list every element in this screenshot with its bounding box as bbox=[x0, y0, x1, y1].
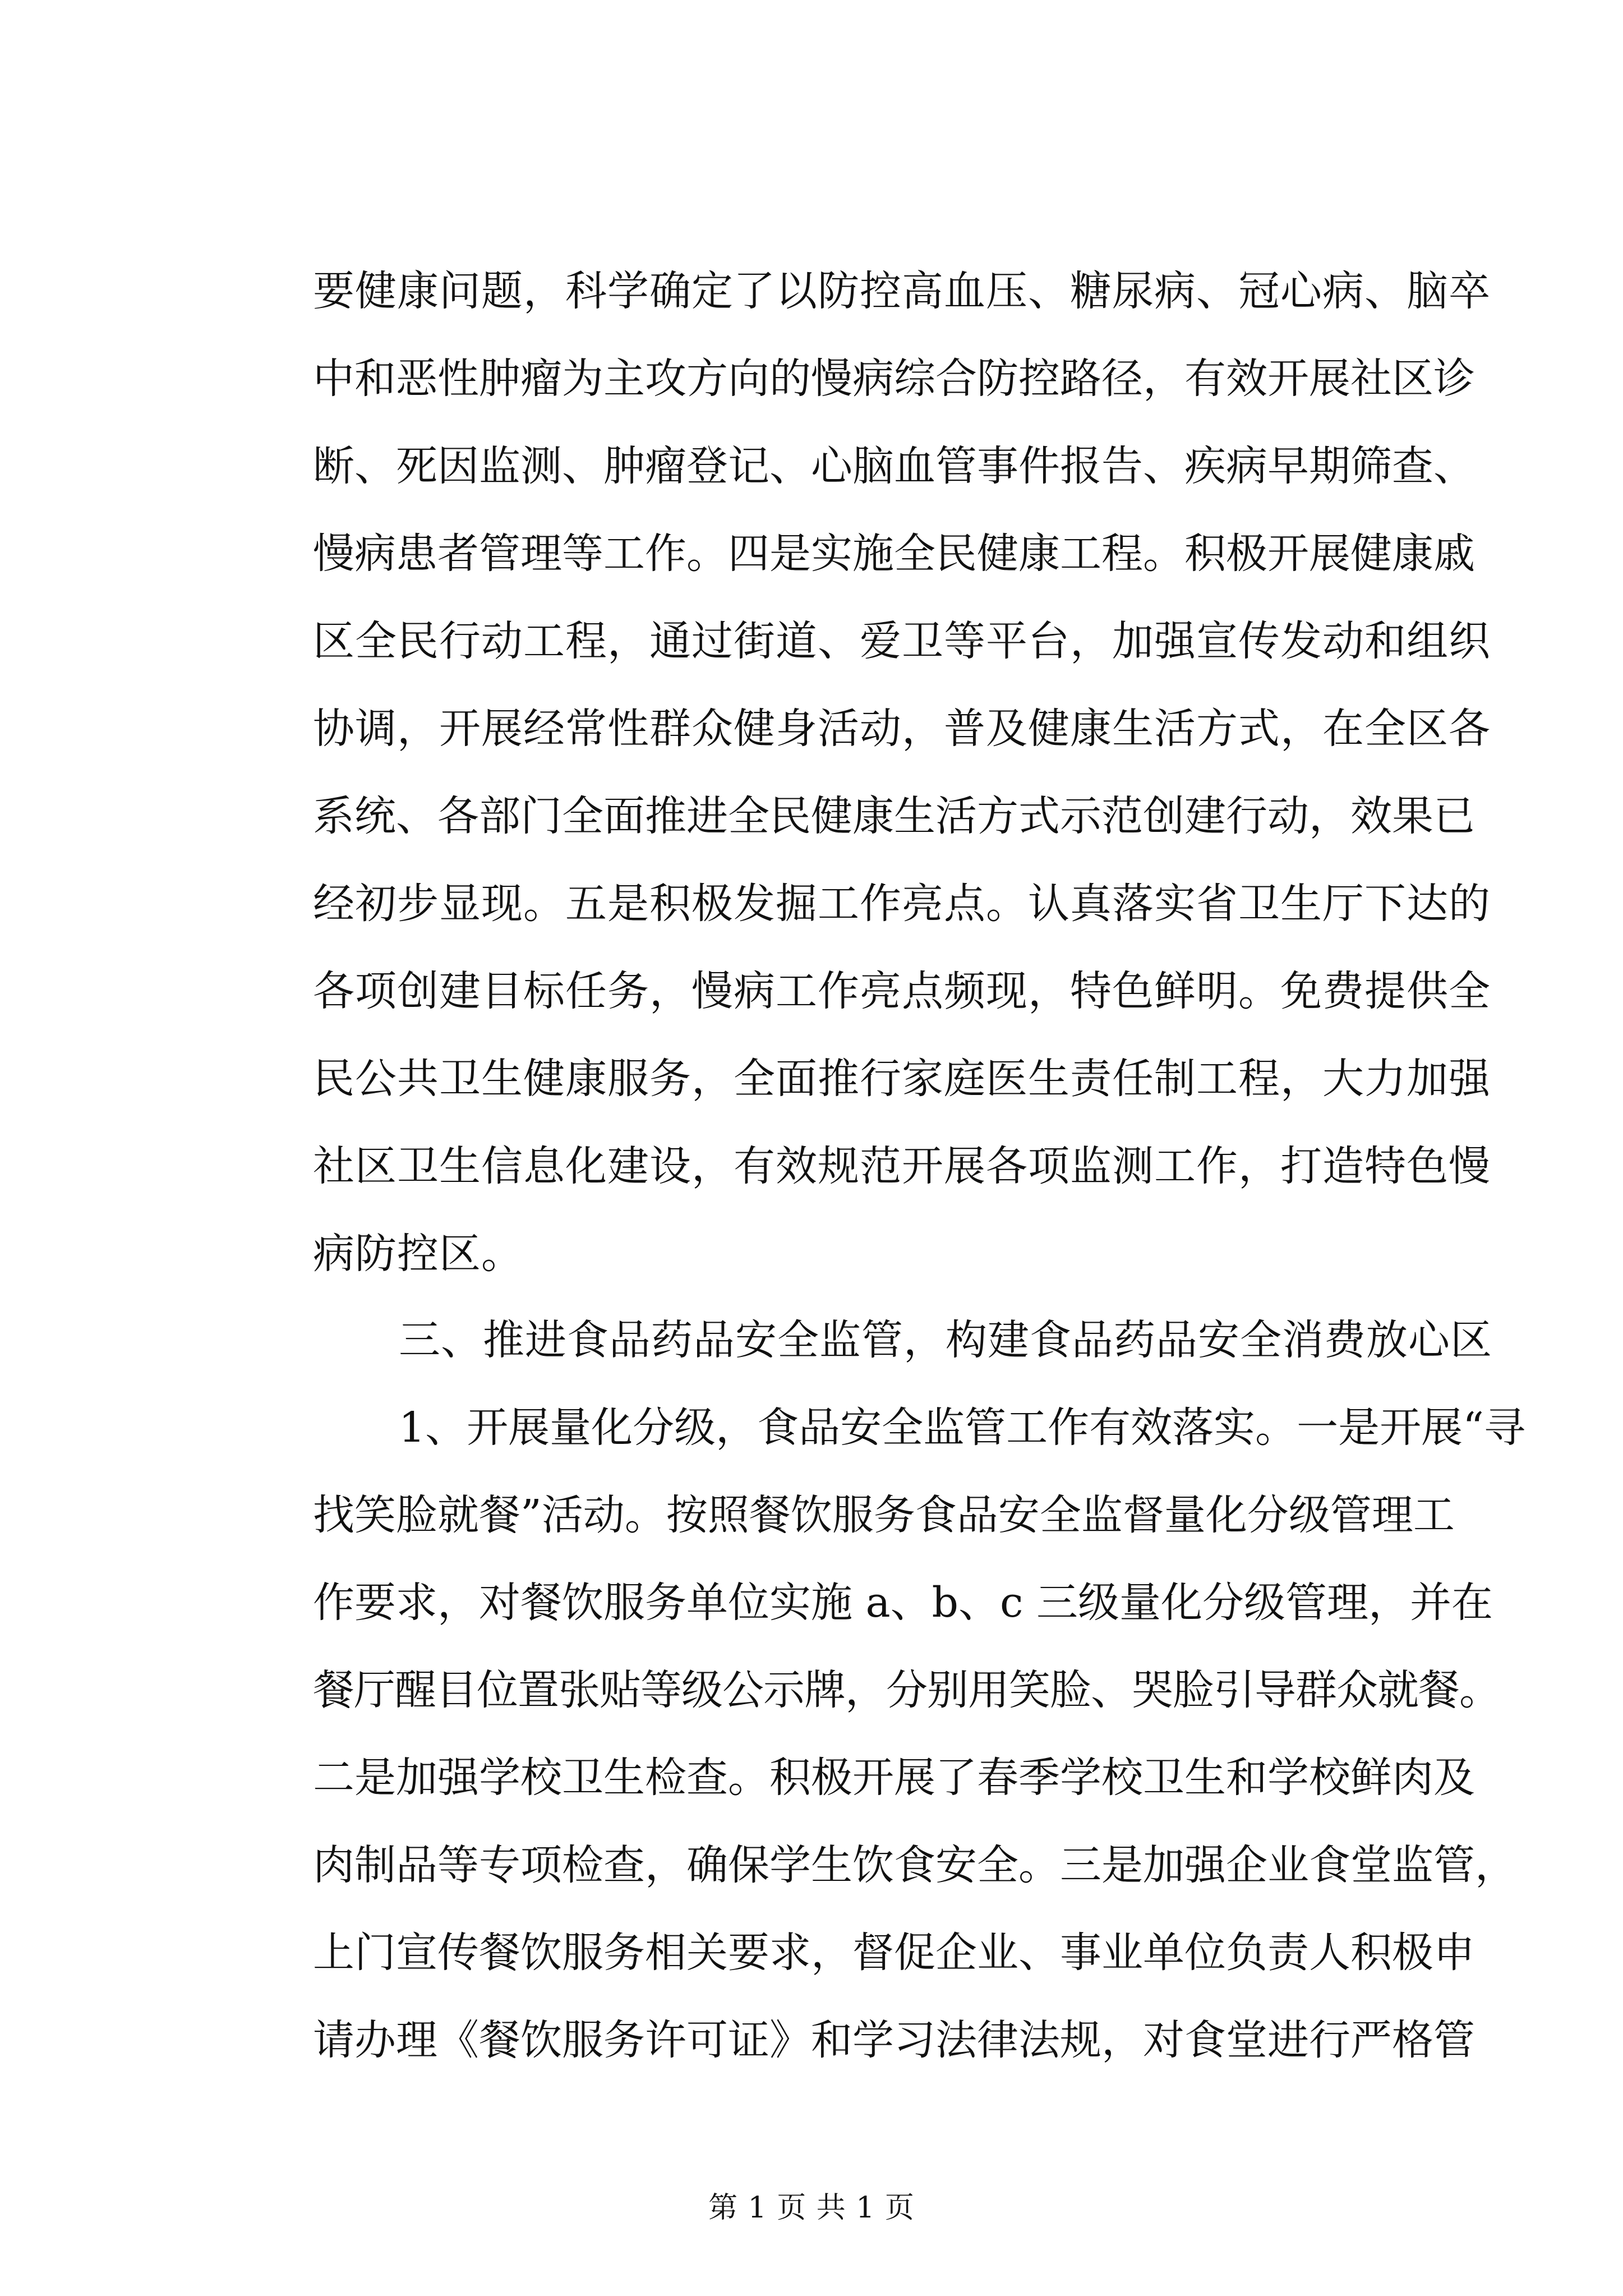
section-line-7: 上门宣传餐饮服务相关要求，督促企业、事业单位负责人积极申 bbox=[313, 1929, 1475, 1977]
section-line-8: 请办理《餐饮服务许可证》和学习法律法规，对食堂进行严格管 bbox=[313, 2016, 1475, 2064]
body-line-5: 区全民行动工程，通过街道、爱卫等平台，加强宣传发动和组织 bbox=[313, 617, 1491, 665]
section-line-4: 餐厅醒目位置张贴等级公示牌，分别用笑脸、哭脸引导群众就餐。 bbox=[313, 1666, 1500, 1714]
body-line-4: 慢病患者管理等工作。四是实施全民健康工程。积极开展健康戚 bbox=[313, 530, 1475, 578]
body-line-3: 断、死因监测、肿瘤登记、心脑血管事件报告、疾病早期筛查、 bbox=[313, 442, 1475, 490]
body-line-6: 协调，开展经常性群众健身活动，普及健康生活方式，在全区各 bbox=[313, 705, 1491, 753]
body-line-1: 要健康问题，科学确定了以防控高血压、糖尿病、冠心病、脑卒 bbox=[313, 267, 1491, 315]
page-footer: 第 1 页 共 1 页 bbox=[708, 2191, 915, 2225]
section-heading: 三、推进食品药品安全监管，构建食品药品安全消费放心区 bbox=[399, 1316, 1492, 1364]
body-line-12: 病防控区。 bbox=[313, 1230, 523, 1278]
section-line-1: 1、开展量化分级，食品安全监管工作有效落实。一是开展“寻 bbox=[399, 1404, 1525, 1452]
section-line-2: 找笑脸就餐”活动。按照餐饮服务食品安全监督量化分级管理工 bbox=[313, 1491, 1455, 1539]
body-line-11: 社区卫生信息化建设，有效规范开展各项监测工作，打造特色慢 bbox=[313, 1142, 1491, 1190]
section-line-5: 二是加强学校卫生检查。积极开展了春季学校卫生和学校鲜肉及 bbox=[313, 1754, 1475, 1802]
body-line-10: 民公共卫生健康服务，全面推行家庭医生责任制工程，大力加强 bbox=[313, 1055, 1491, 1103]
body-line-9: 各项创建目标任务，慢病工作亮点频现，特色鲜明。免费提供全 bbox=[313, 967, 1491, 1015]
body-line-2: 中和恶性肿瘤为主攻方向的慢病综合防控路径，有效开展社区诊 bbox=[313, 355, 1475, 403]
body-line-7: 系统、各部门全面推进全民健康生活方式示范创建行动，效果已 bbox=[313, 792, 1475, 840]
body-line-8: 经初步显现。五是积极发掘工作亮点。认真落实省卫生厅下达的 bbox=[313, 880, 1491, 928]
section-line-6: 肉制品等专项检查，确保学生饮食安全。三是加强企业食堂监管， bbox=[313, 1841, 1516, 1889]
section-line-3: 作要求，对餐饮服务单位实施 a、b、c 三级量化分级管理，并在 bbox=[313, 1579, 1493, 1627]
